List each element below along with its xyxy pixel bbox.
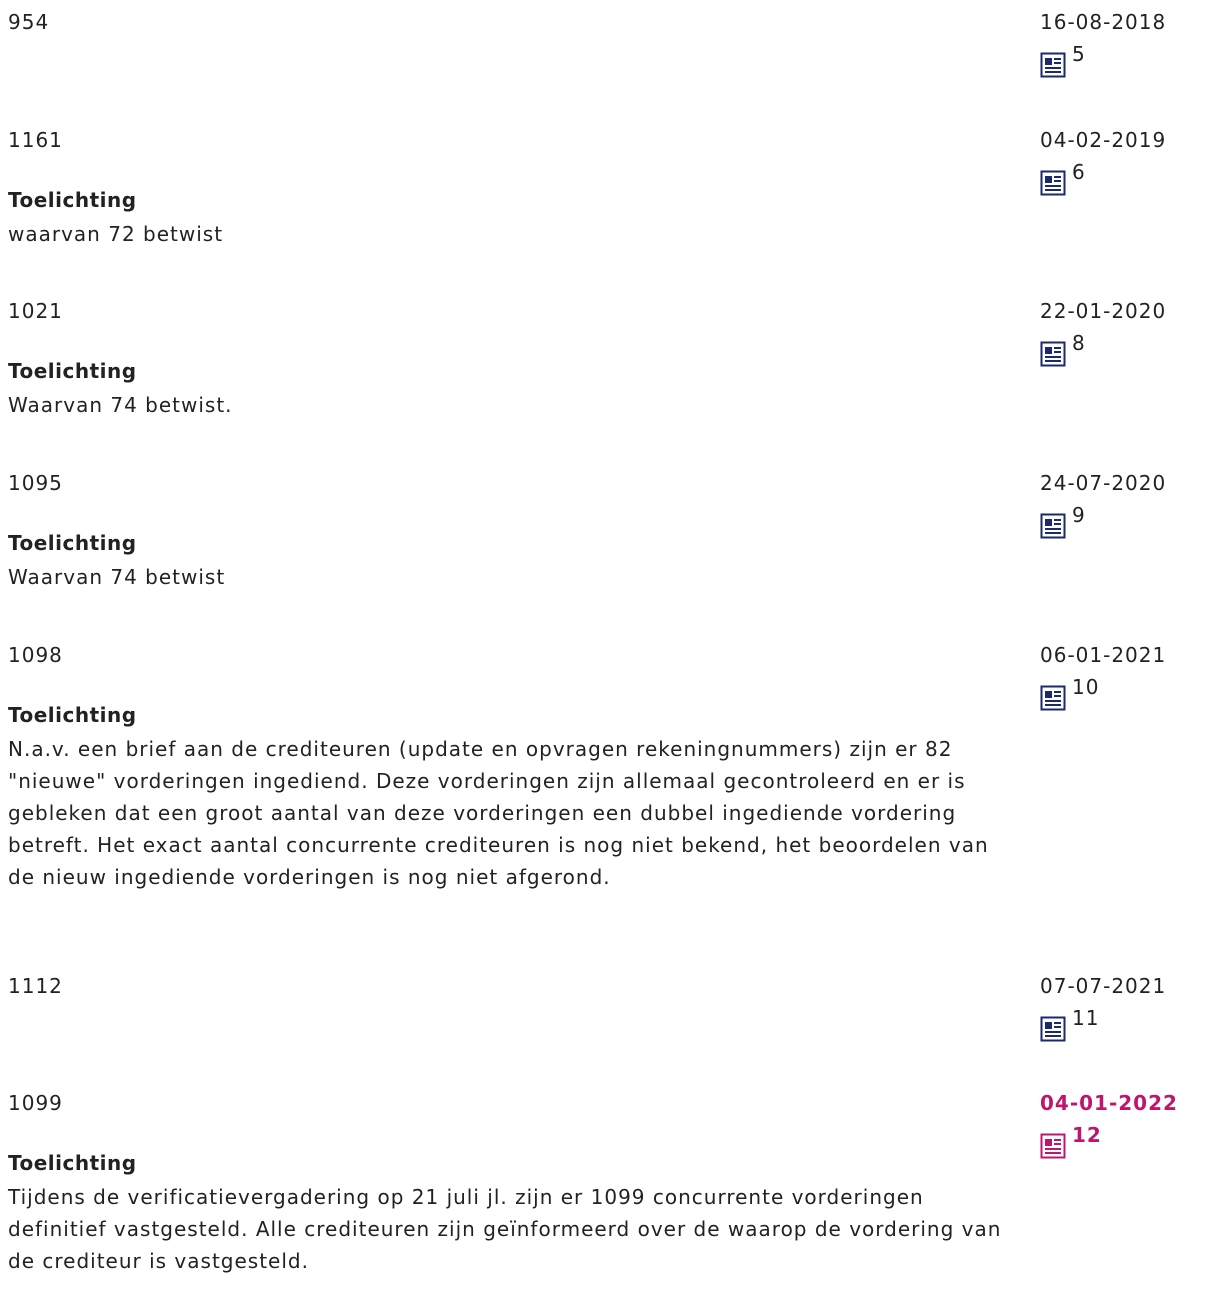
report-link[interactable] [1040,503,1224,539]
report-meta [1040,297,1224,367]
note [8,1149,1008,1277]
creditor-count: 1099 [8,1091,63,1115]
report-date: 04-01-2022 [1040,1091,1178,1115]
report-link[interactable] [1040,1006,1224,1042]
report-document-icon [1040,170,1066,196]
report-number: 10 [1072,675,1100,699]
report-number: 12 [1072,1123,1102,1147]
report-meta [1040,8,1224,78]
report-link[interactable] [1040,675,1224,711]
report-meta [1040,1089,1224,1159]
note-title: Toelichting [8,703,137,727]
note [8,357,1008,421]
creditor-count: 1161 [8,128,63,152]
report-document-icon [1040,513,1066,539]
note-text: Waarvan 74 betwist. [8,393,233,417]
report-meta [1040,126,1224,196]
report-document-icon [1040,685,1066,711]
report-date: 22-01-2020 [1040,299,1167,323]
report-number: 5 [1072,42,1086,66]
note-text: N.a.v. een brief aan de crediteuren (update en opvragen rekeningnummers) zijn er 82 "nieuwe" vorderingen ingediend. Deze vorderingen zijn allemaal gecontroleerd en er is gebleken dat een groot aantal van deze vorderingen een dubbel ingediende vordering betreft. Het exact aantal concurrente crediteuren is nog niet bekend, het beoordelen van de nieuw ingediende vorderingen is nog niet afgerond. [8,737,989,889]
note-title: Toelichting [8,531,137,555]
creditor-count: 1098 [8,643,63,667]
report-number: 6 [1072,160,1086,184]
note-title: Toelichting [8,1151,137,1175]
note [8,186,1008,250]
report-link[interactable] [1040,331,1224,367]
report-link[interactable] [1040,1123,1224,1159]
creditor-count: 954 [8,10,50,34]
creditor-count: 1095 [8,471,63,495]
note-text: Tijdens de verificatievergadering op 21 juli jl. zijn er 1099 concurrente vorderingen definitief vastgesteld. Alle crediteuren zijn geïnformeerd over de waarop de vordering van de crediteur is vastgesteld. [8,1185,1002,1273]
report-meta [1040,641,1224,711]
report-number: 8 [1072,331,1086,355]
report-document-icon [1040,341,1066,367]
note-title: Toelichting [8,188,137,212]
report-date: 04-02-2019 [1040,128,1167,152]
report-document-icon [1040,1016,1066,1042]
note-title: Toelichting [8,359,137,383]
note-text: waarvan 72 betwist [8,222,224,246]
note [8,529,1008,593]
note [8,701,1008,893]
report-number: 9 [1072,503,1086,527]
creditor-count: 1021 [8,299,63,323]
report-link[interactable] [1040,42,1224,78]
report-link[interactable] [1040,160,1224,196]
creditor-count: 1112 [8,974,63,998]
report-document-icon [1040,52,1066,78]
report-meta [1040,469,1224,539]
report-date: 16-08-2018 [1040,10,1167,34]
report-date: 06-01-2021 [1040,643,1167,667]
report-document-icon [1040,1133,1066,1159]
report-meta [1040,972,1224,1042]
report-date: 07-07-2021 [1040,974,1167,998]
note-text: Waarvan 74 betwist [8,565,226,589]
report-date: 24-07-2020 [1040,471,1167,495]
report-number: 11 [1072,1006,1100,1030]
